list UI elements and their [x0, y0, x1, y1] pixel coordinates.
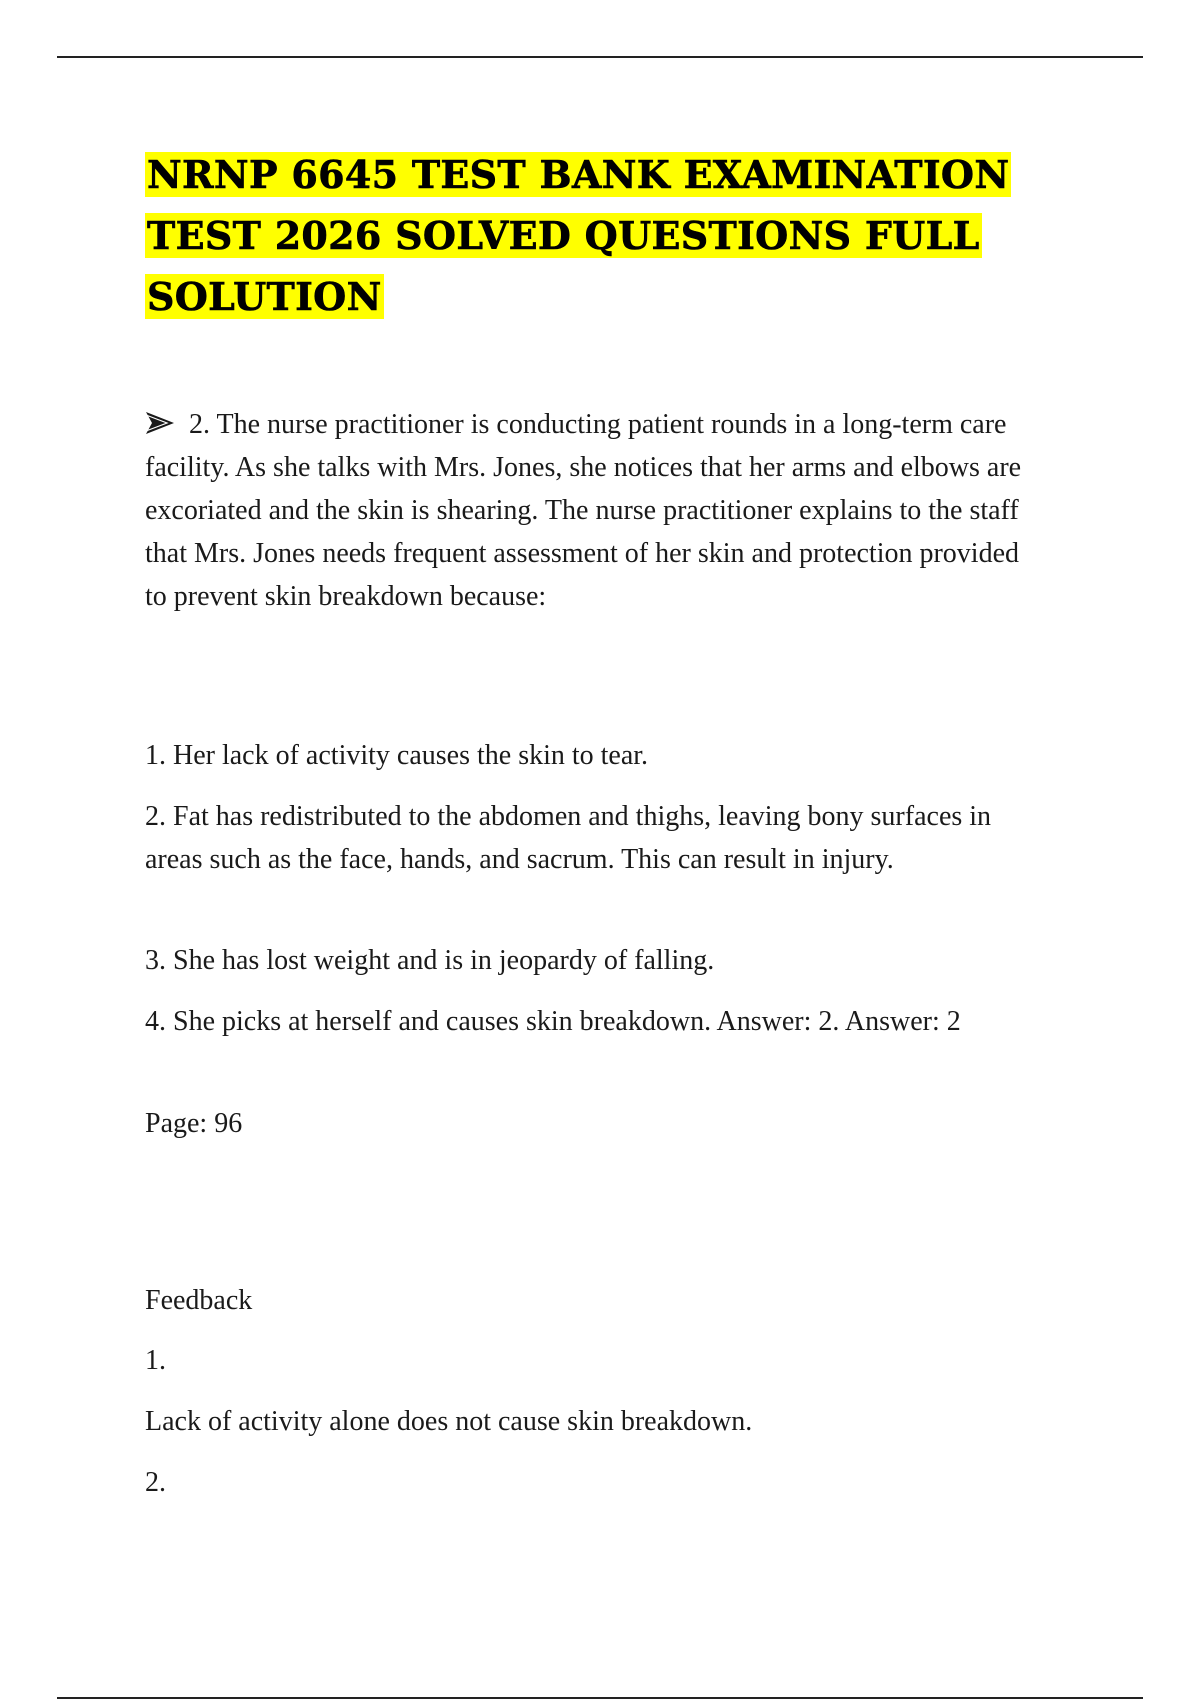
top-divider [57, 56, 1143, 58]
feedback-item-text: Lack of activity alone does not cause skin breakdown. [145, 1406, 753, 1437]
answer-option-2: 2. Fat has redistributed to the abdomen and thighs, leaving bony surfaces in areas such as the face, hands, and sacrum. This can result in injury. [145, 801, 992, 875]
answer-option-1: 1. Her lack of activity causes the skin to tear. [145, 740, 649, 771]
question-text: 2. The nurse practitioner is conducting patient rounds in a long-term care facility. As she talks with Mrs. Jones, she notices that her arms and elbows are excoriated and the skin is shearing. The nurse practitioner explains to the staff that Mrs. Jones needs frequent assessment of her skin and protection provided to prevent skin breakdown because: [145, 409, 1022, 612]
title-highlight: NRNP 6645 TEST BANK EXAMINATION TEST 2026 SOLVED QUESTIONS FULL SOLUTION [147, 152, 1010, 319]
question-stem [145, 403, 1045, 618]
answer-option-4: 4. She picks at herself and causes skin breakdown. Answer: 2. Answer: 2 [145, 1006, 961, 1037]
bottom-divider [57, 1697, 1143, 1699]
feedback-item-number: 2. [145, 1467, 166, 1498]
arrow-right-icon [145, 411, 175, 435]
page-reference: Page: 96 [145, 1108, 243, 1139]
answer-option-3: 3. She has lost weight and is in jeopardy of falling. [145, 945, 715, 976]
feedback-item-number: 1. [145, 1345, 166, 1376]
feedback-heading: Feedback [145, 1285, 253, 1316]
document-title [145, 144, 1045, 327]
